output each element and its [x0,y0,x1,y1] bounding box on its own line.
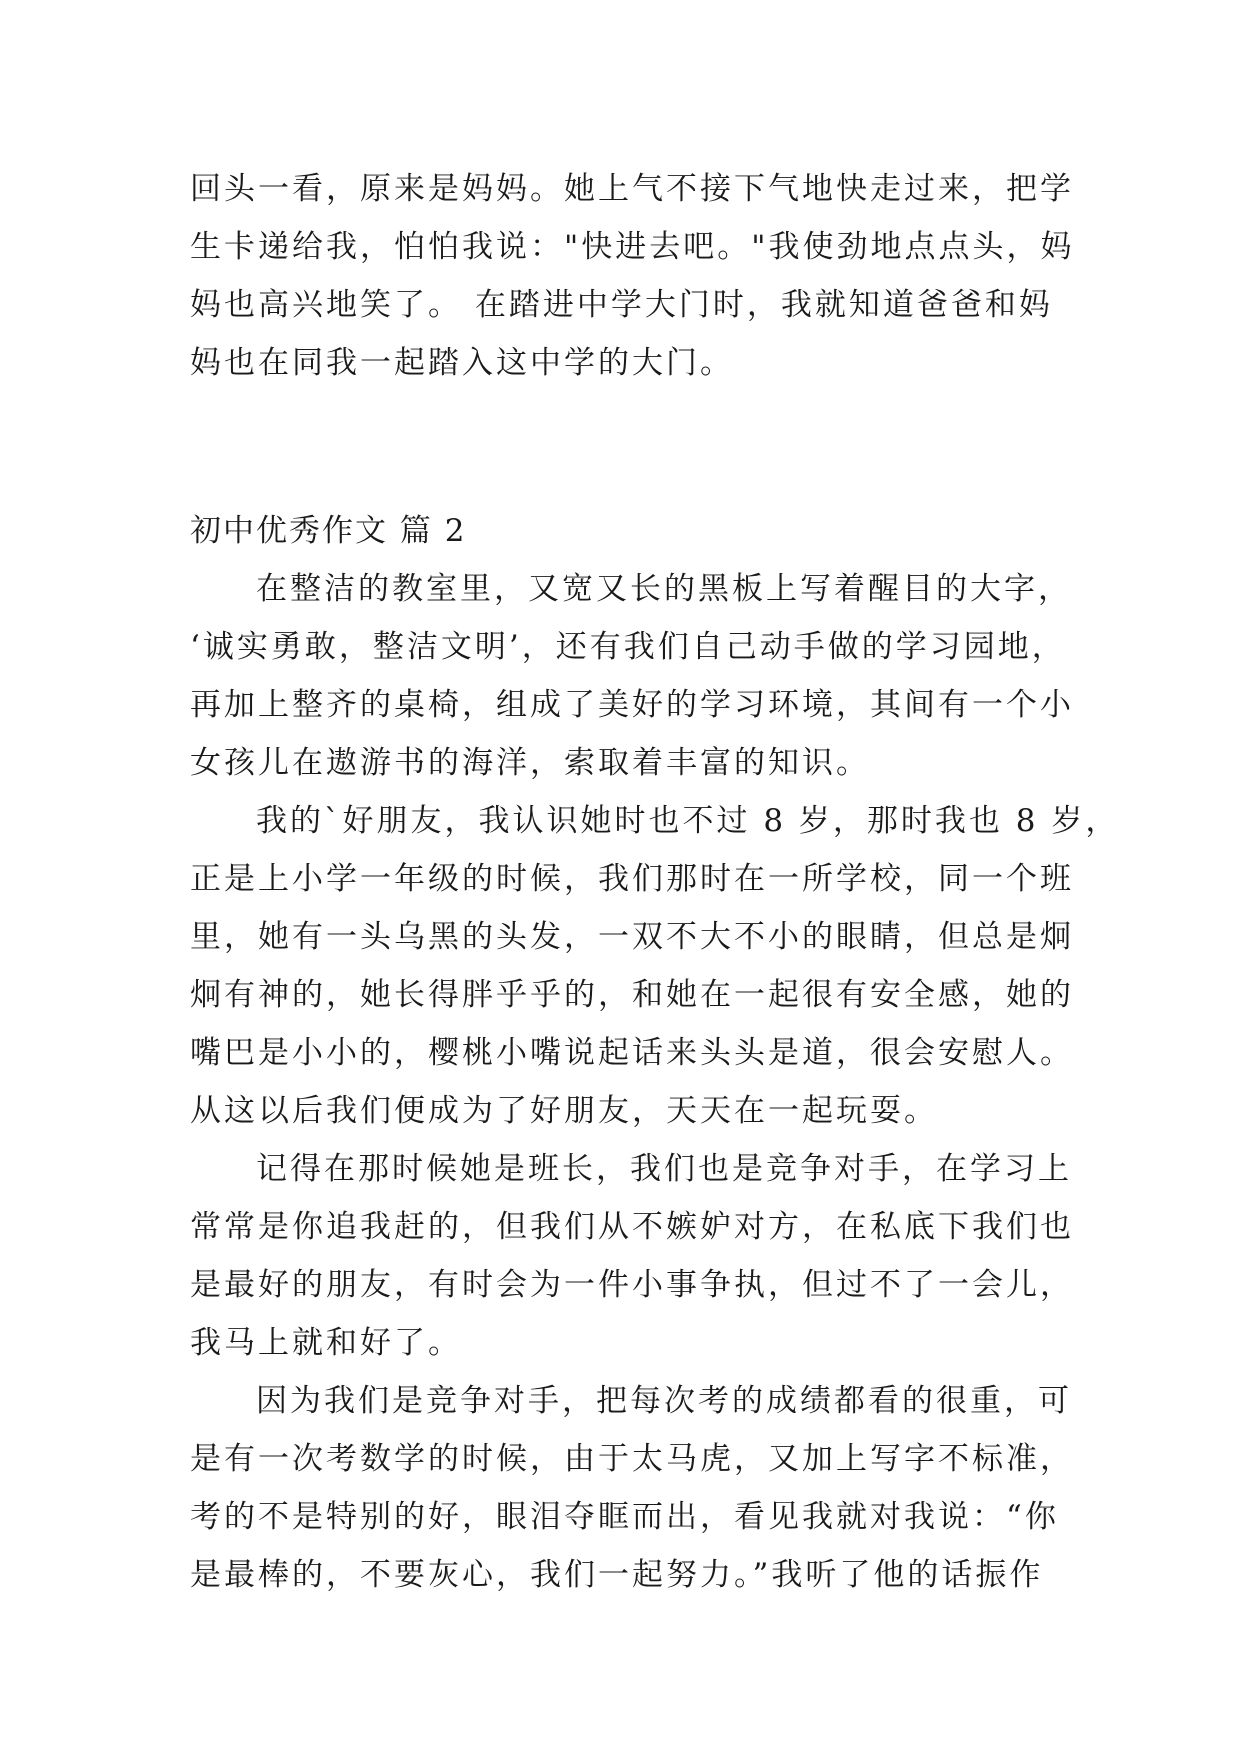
text-line: 是有一次考数学的时候，由于太马虎，又加上写字不标准， [190,1441,1074,1477]
text-line: 生卡递给我，怕怕我说："快进去吧。"我使劲地点点头，妈 [190,229,1075,265]
text-line: 记得在那时候她是班长，我们也是竞争对手，在学习上 [256,1151,1072,1187]
text-line: 回头一看，原来是妈妈。她上气不接下气地快走过来，把学 [190,171,1074,207]
paragraph-2 [190,792,1120,1140]
text-line: 我马上就和好了。 [190,1325,462,1361]
text-line: 在整洁的教室里，又宽又长的黑板上写着醒目的大字， [256,571,1072,607]
text-line: 里，她有一头乌黑的头发，一双不大不小的眼睛，但总是炯 [190,919,1074,955]
text-line: 考的不是特别的好，眼泪夺眶而出，看见我就对我说：“你 [190,1499,1059,1535]
text-line: 妈也在同我一起踏入这中学的大门。 [190,345,734,381]
text-line: 是最好的朋友，有时会为一件小事争执，但过不了一会儿， [190,1267,1074,1303]
text-line: 正是上小学一年级的时候，我们那时在一所学校，同一个班 [190,861,1074,897]
text-line: 常常是你追我赶的，但我们从不嫉妒对方，在私底下我们也 [190,1209,1074,1245]
text-line: 从这以后我们便成为了好朋友，天天在一起玩耍。 [190,1093,938,1129]
text-line: ‘诚实勇敢，整洁文明’，还有我们自己动手做的学习园地， [190,629,1066,665]
text-line: 再加上整齐的桌椅，组成了美好的学习环境，其间有一个小 [190,687,1074,723]
top-paragraph [190,160,1075,392]
text-line: 炯有神的，她长得胖乎乎的，和她在一起很有安全感，她的 [190,977,1074,1013]
text-line: 女孩儿在遨游书的海洋，索取着丰富的知识。 [190,745,870,781]
text-line: 我的`好朋友，我认识她时也不过 8 岁，那时我也 8 岁， [256,803,1120,839]
text-line: 嘴巴是小小的，樱桃小嘴说起话来头头是道，很会安慰人。 [190,1035,1074,1071]
section-heading: 初中优秀作文 篇 2 [190,513,467,549]
paragraph-3 [190,1140,1074,1372]
paragraph-4 [190,1372,1074,1604]
paragraph-1 [190,560,1074,792]
document-body [190,160,1120,1604]
text-line: 是最棒的，不要灰心，我们一起努力。”我听了他的话振作 [190,1557,1044,1593]
text-line: 妈也高兴地笑了。 在踏进中学大门时，我就知道爸爸和妈 [190,287,1053,323]
text-line: 因为我们是竞争对手，把每次考的成绩都看的很重，可 [256,1383,1072,1419]
